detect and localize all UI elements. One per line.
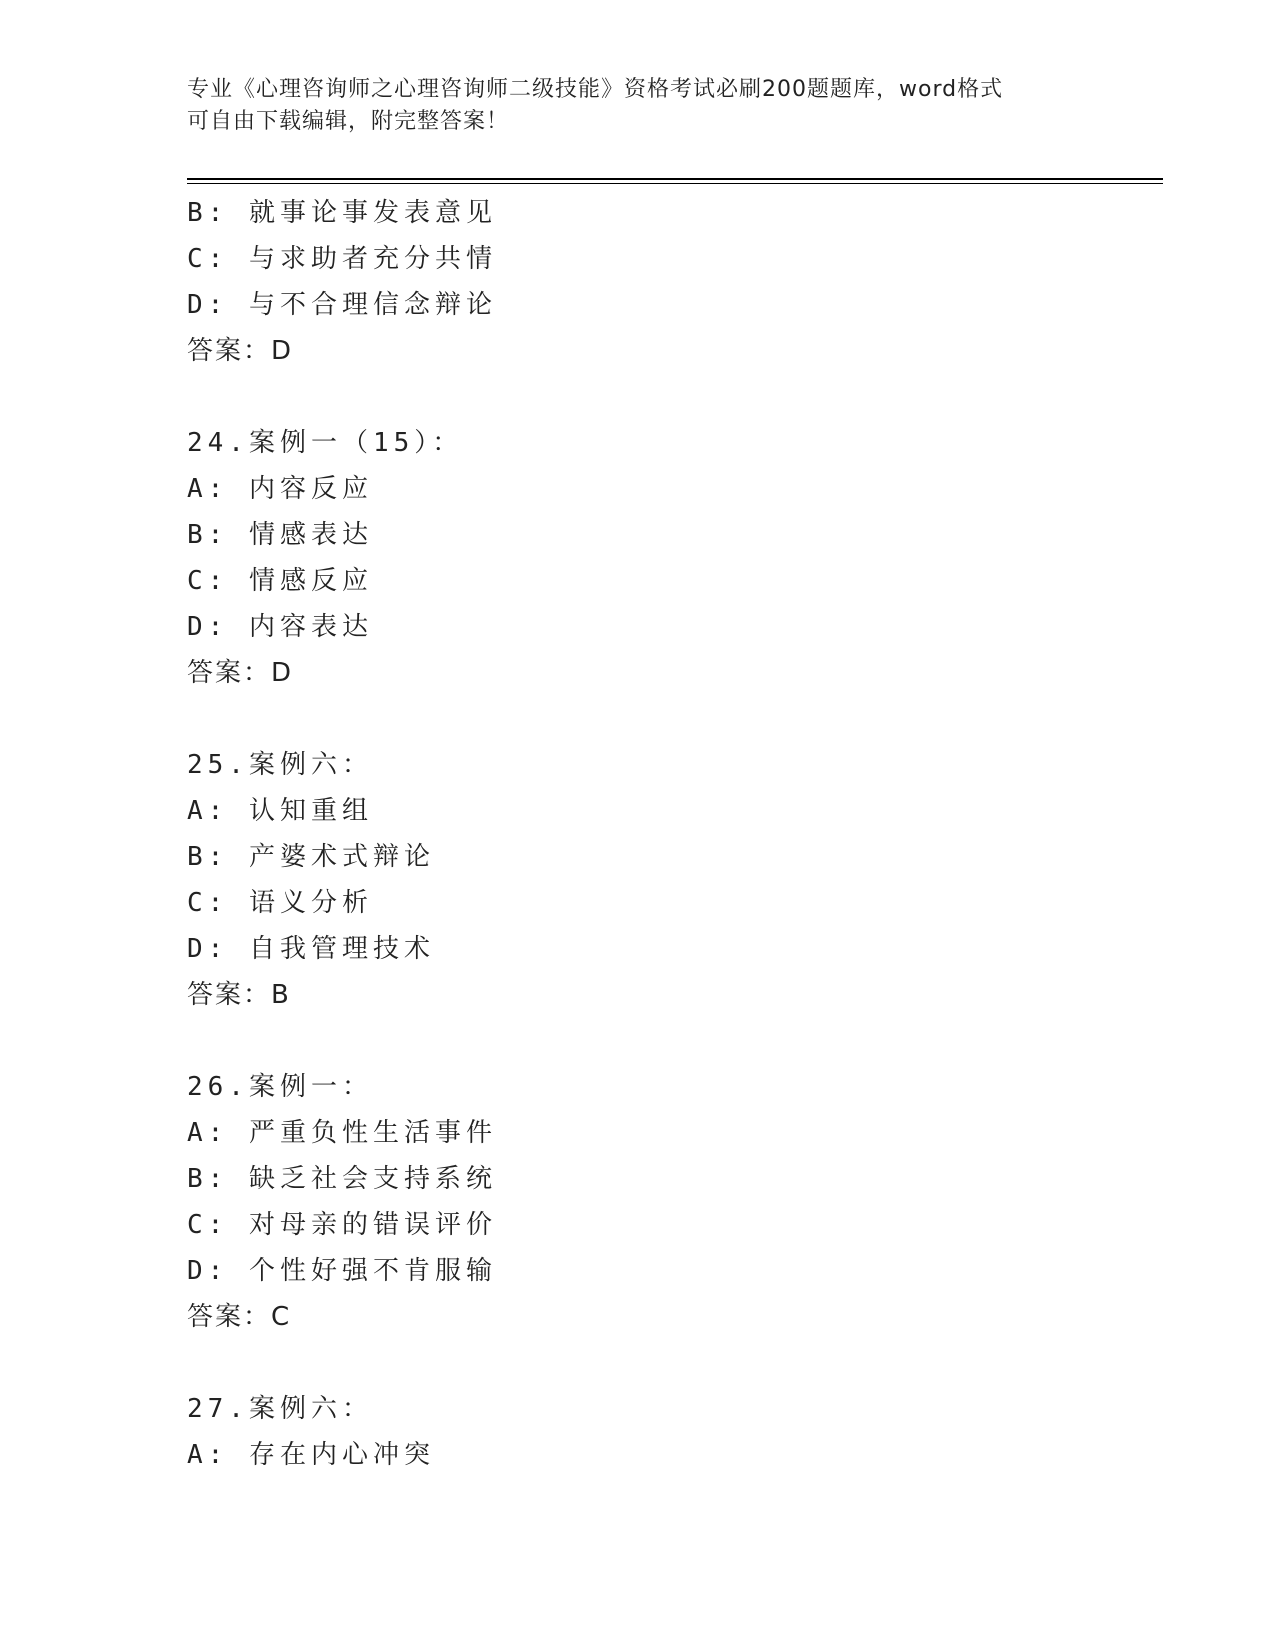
option-b: B: 情感表达	[187, 520, 373, 550]
option-d: D: 内容表达	[187, 612, 373, 642]
option-c: C: 对母亲的错误评价	[187, 1210, 497, 1240]
header-line-2: 可自由下载编辑，附完整答案！	[187, 109, 510, 134]
option-d: D: 个性好强不肯服输	[187, 1256, 497, 1286]
option-a: A: 存在内心冲突	[187, 1440, 435, 1470]
answer-line: 答案：B	[187, 980, 291, 1010]
option-c: C: 语义分析	[187, 888, 373, 918]
question-26: 26.案例一：	[187, 1072, 373, 1102]
option-b: B: 就事论事发表意见	[187, 198, 497, 228]
option-a: A: 内容反应	[187, 474, 373, 504]
option-c: C: 与求助者充分共情	[187, 244, 497, 274]
header-line-1: 专业《心理咨询师之心理咨询师二级技能》资格考试必刷200题题库，word格式	[187, 77, 1004, 102]
option-d: D: 与不合理信念辩论	[187, 290, 497, 320]
question-24: 24.案例一（15）：	[187, 428, 464, 458]
question-27: 27.案例六：	[187, 1394, 373, 1424]
document-header	[187, 74, 1087, 138]
answer-line: 答案：C	[187, 1302, 292, 1332]
header-rule-thick	[187, 178, 1163, 180]
question-25: 25.案例六：	[187, 750, 373, 780]
answer-line: 答案：D	[187, 336, 294, 366]
option-a: A: 认知重组	[187, 796, 373, 826]
option-c: C: 情感反应	[187, 566, 373, 596]
option-b: B: 缺乏社会支持系统	[187, 1164, 497, 1194]
answer-line: 答案：D	[187, 658, 294, 688]
header-rule-thin	[187, 183, 1163, 184]
option-a: A: 严重负性生活事件	[187, 1118, 497, 1148]
option-d: D: 自我管理技术	[187, 934, 435, 964]
option-b: B: 产婆术式辩论	[187, 842, 435, 872]
